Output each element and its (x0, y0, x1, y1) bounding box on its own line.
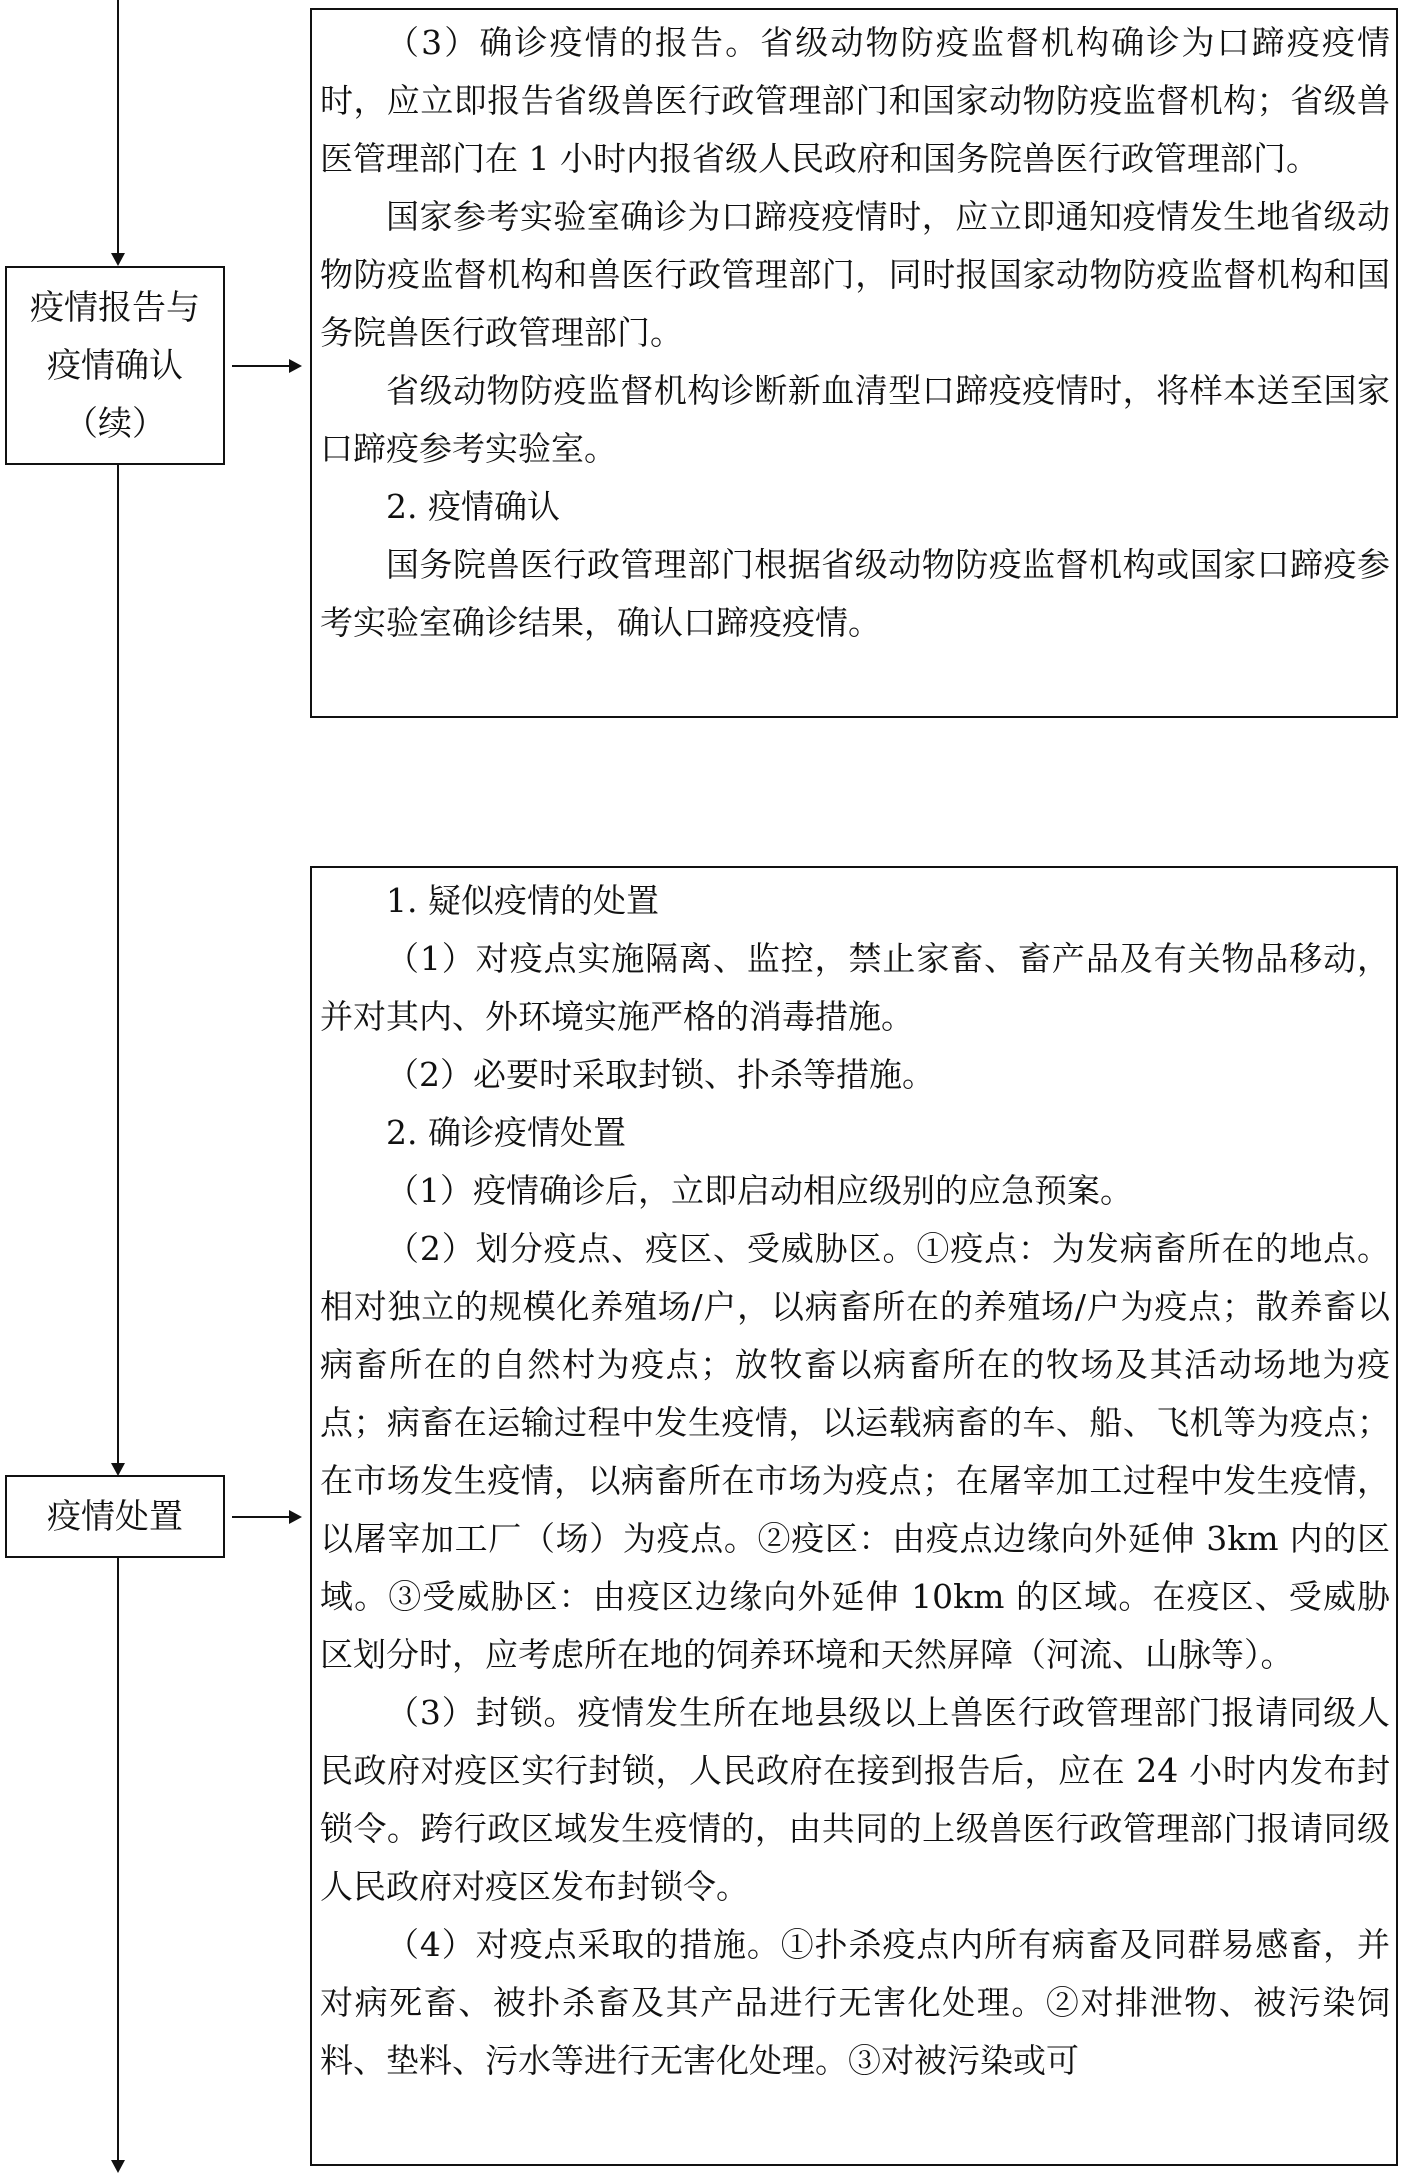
section-label-text: 疫情处置 (47, 1496, 183, 1537)
section-label-report-confirm (5, 266, 225, 465)
disposal-content (310, 866, 1398, 2166)
paragraph-heading: 1. 疑似疫情的处置 (386, 881, 659, 920)
paragraph: 国家参考实验室确诊为口蹄疫疫情时，应立即通知疫情发生地省级动物防疫监督机构和兽医行政管理部门，同时报国家动物防疫监督机构和国务院兽医行政管理部门。 (320, 197, 1390, 352)
paragraph-heading: 2. 疫情确认 (386, 487, 560, 526)
paragraph: （2）划分疫点、疫区、受威胁区。①疫点：为发病畜所在的地点。相对独立的规模化养殖场/户，以病畜所在的养殖场/户为疫点；散养畜以病畜所在的自然村为疫点；放牧畜以病畜所在的牧场及其活动场地为疫点；病畜在运输过程中发生疫情，以运载病畜的车、船、飞机等为疫点；在市场发生疫情，以病畜所在市场为疫点；在屠宰加工过程中发生疫情，以屠宰加工厂（场）为疫点。②疫区：由疫点边缘向外延伸 3km 内的区域。③受威胁区：由疫区边缘向外延伸 10km 的区域。在疫区、受威胁区划分时，应考虑所在地的饲养环境和天然屏障（河流、山脉等）。 (320, 1229, 1390, 1674)
paragraph: （3）封锁。疫情发生所在地县级以上兽医行政管理部门报请同级人民政府对疫区实行封锁，人民政府在接到报告后，应在 24 小时内发布封锁令。跨行政区域发生疫情的，由共同的上级兽医行政管理部门报请同级人民政府对疫区发布封锁令。 (320, 1693, 1390, 1906)
section-label-disposal (5, 1475, 225, 1558)
paragraph: 国务院兽医行政管理部门根据省级动物防疫监督机构或国家口蹄疫参考实验室确诊结果，确认口蹄疫疫情。 (320, 545, 1390, 642)
section-label-line: 疫情确认 (47, 345, 183, 386)
paragraph: （4）对疫点采取的措施。①扑杀疫点内所有病畜及同群易感畜，并对病死畜、被扑杀畜及其产品进行无害化处理。②对排泄物、被污染饲料、垫料、污水等进行无害化处理。③对被污染或可 (320, 1925, 1390, 2080)
report-confirm-content (310, 8, 1398, 718)
paragraph: （1）疫情确诊后，立即启动相应级别的应急预案。 (386, 1171, 1133, 1210)
arrow-right-icon (232, 1516, 300, 1518)
section-label-line: 疫情报告与 (30, 287, 200, 328)
flow-line-top (117, 0, 119, 255)
paragraph: （3）确诊疫情的报告。省级动物防疫监督机构确诊为口蹄疫疫情时，应立即报告省级兽医行政管理部门和国家动物防疫监督机构；省级兽医管理部门在 1 小时内报省级人民政府和国务院兽医行政管理部门。 (320, 23, 1390, 178)
flow-line-middle (117, 465, 119, 1465)
paragraph: （2）必要时采取封锁、扑杀等措施。 (386, 1055, 935, 1094)
arrow-right-icon (232, 365, 300, 367)
section-label-line: （续） (64, 403, 166, 444)
paragraph: 省级动物防疫监督机构诊断新血清型口蹄疫疫情时，将样本送至国家口蹄疫参考实验室。 (320, 371, 1390, 468)
flow-line-bottom (117, 1558, 119, 2160)
arrow-down-icon (111, 253, 125, 266)
arrow-down-icon (111, 2160, 125, 2173)
paragraph: （1）对疫点实施隔离、监控，禁止家畜、畜产品及有关物品移动，并对其内、外环境实施严格的消毒措施。 (320, 939, 1390, 1036)
paragraph-heading: 2. 确诊疫情处置 (386, 1113, 626, 1152)
